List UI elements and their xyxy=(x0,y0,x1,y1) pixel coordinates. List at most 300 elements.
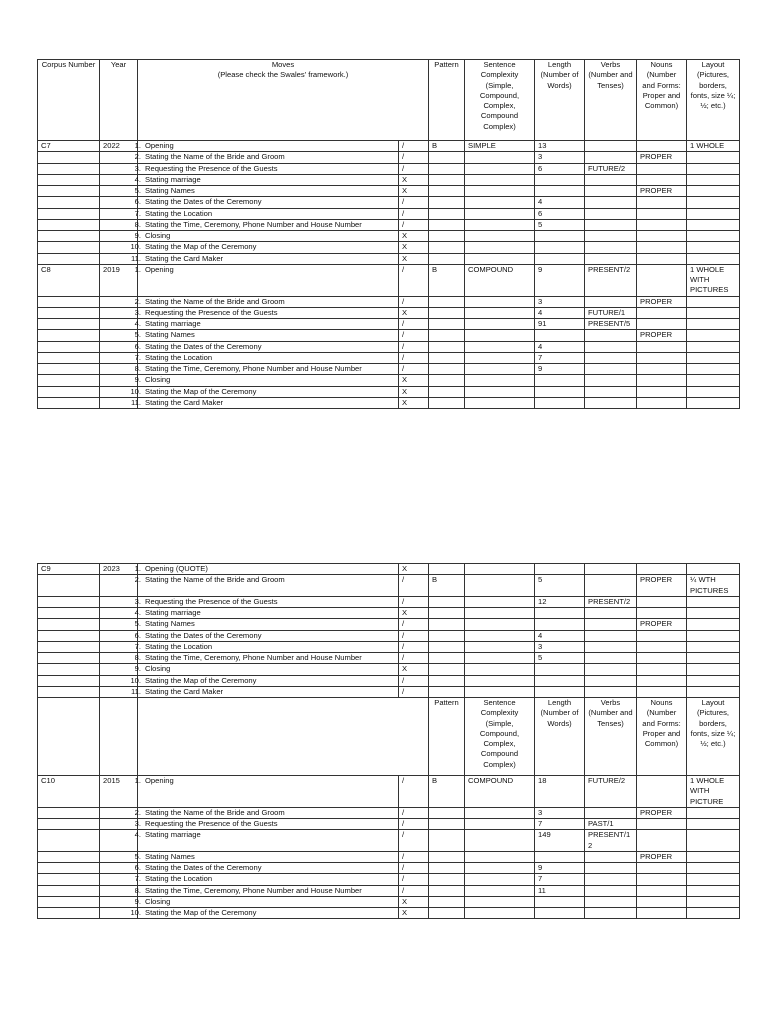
corpus-number-cell xyxy=(38,375,100,386)
year-cell: 2019 xyxy=(100,264,138,296)
table-row xyxy=(38,208,740,219)
move-label: Stating the Name of the Bride and Groom xyxy=(145,296,285,306)
table-row xyxy=(38,352,740,363)
layout-cell: ¼ WTH PICTURES xyxy=(687,575,740,597)
length-cell xyxy=(535,330,585,341)
pattern-cell xyxy=(429,197,465,208)
verbs-cell xyxy=(585,386,637,397)
move-number: 11. xyxy=(131,686,141,696)
verbs-cell: PRESENT/2 xyxy=(585,596,637,607)
nouns-cell xyxy=(637,352,687,363)
move-label: Requesting the Presence of the Guests xyxy=(145,596,278,606)
corpus-number-cell xyxy=(38,186,100,197)
length-cell xyxy=(535,851,585,862)
table-row xyxy=(38,874,740,885)
complexity-cell xyxy=(465,386,535,397)
nouns-cell xyxy=(637,596,687,607)
move-number: 5. xyxy=(134,186,141,195)
move-number: 10. xyxy=(130,675,141,685)
move-number: 9. xyxy=(134,231,141,240)
move-cell xyxy=(134,174,399,185)
corpus-number-cell xyxy=(38,630,100,641)
move-cell xyxy=(134,352,399,363)
move-cell xyxy=(134,807,399,818)
complexity-cell xyxy=(465,208,535,219)
move-label: Stating the Map of the Ceremony xyxy=(145,675,257,685)
move-label: Stating the Map of the Ceremony xyxy=(145,242,257,252)
check-mark-cell: / xyxy=(399,686,429,697)
nouns-cell xyxy=(637,686,687,697)
pattern-cell xyxy=(429,874,465,885)
layout-cell: 1 WHOLE WITH PICTURE xyxy=(687,776,740,808)
header-length: Length (Number of Words) xyxy=(535,698,585,776)
header-verbs: Verbs (Number and Tenses) xyxy=(585,698,637,776)
verbs-cell xyxy=(585,219,637,230)
pattern-cell: B xyxy=(429,575,465,597)
length-cell xyxy=(535,564,585,575)
pattern-cell: B xyxy=(429,264,465,296)
move-label: Opening (QUOTE) xyxy=(145,564,208,573)
corpus-number-cell xyxy=(38,641,100,652)
check-mark-cell: X xyxy=(399,253,429,264)
verbs-cell: PRESENT/2 xyxy=(585,264,637,296)
move-label: Closing xyxy=(145,375,171,385)
table-row xyxy=(38,675,740,686)
year-cell: 2015 xyxy=(100,776,138,808)
complexity-cell xyxy=(465,675,535,686)
move-label: Requesting the Presence of the Guests xyxy=(145,307,278,317)
move-cell xyxy=(134,596,399,607)
check-mark-cell: / xyxy=(399,208,429,219)
move-cell xyxy=(130,242,399,253)
layout-cell xyxy=(687,341,740,352)
layout-cell xyxy=(687,319,740,330)
corpus-number-cell xyxy=(38,397,100,408)
check-mark-cell: X xyxy=(399,896,429,907)
pattern-cell xyxy=(429,851,465,862)
pattern-cell xyxy=(429,231,465,242)
move-number: 2. xyxy=(134,296,141,306)
layout-cell xyxy=(687,819,740,830)
pattern-cell xyxy=(429,641,465,652)
complexity-cell xyxy=(465,242,535,253)
complexity-cell xyxy=(465,375,535,386)
complexity-cell xyxy=(465,575,535,597)
layout-cell xyxy=(687,807,740,818)
complexity-cell xyxy=(465,885,535,896)
header-corpus-blank xyxy=(38,698,100,776)
move-cell xyxy=(134,874,399,885)
complexity-cell xyxy=(465,619,535,630)
check-mark-cell: / xyxy=(399,341,429,352)
complexity-cell xyxy=(465,664,535,675)
check-mark-cell: / xyxy=(399,152,429,163)
layout-cell xyxy=(687,242,740,253)
check-mark-cell: X xyxy=(399,397,429,408)
move-number: 3. xyxy=(134,596,141,606)
corpus-number-cell xyxy=(38,163,100,174)
move-cell xyxy=(134,564,399,575)
complexity-cell xyxy=(465,686,535,697)
length-cell xyxy=(535,908,585,919)
length-cell: 13 xyxy=(535,141,585,152)
corpus-number-cell xyxy=(38,874,100,885)
length-cell: 3 xyxy=(535,296,585,307)
layout-cell xyxy=(687,352,740,363)
verbs-cell xyxy=(585,364,637,375)
move-cell xyxy=(134,307,399,318)
layout-cell xyxy=(687,564,740,575)
nouns-cell: PROPER xyxy=(637,807,687,818)
check-mark-cell: / xyxy=(399,219,429,230)
verbs-cell: PAST/1 xyxy=(585,819,637,830)
nouns-cell xyxy=(637,653,687,664)
complexity-cell xyxy=(465,896,535,907)
layout-cell xyxy=(687,830,740,852)
move-label: Stating the Map of the Ceremony xyxy=(145,908,257,917)
move-label: Stating the Time, Ceremony, Phone Number and House Number xyxy=(145,653,362,662)
length-cell xyxy=(535,619,585,630)
pattern-cell xyxy=(429,885,465,896)
move-label: Requesting the Presence of the Guests xyxy=(145,163,278,173)
verbs-cell xyxy=(585,608,637,619)
header-year: Year xyxy=(100,60,138,141)
nouns-cell xyxy=(637,641,687,652)
verbs-cell xyxy=(585,141,637,152)
move-number: 4. xyxy=(134,830,141,840)
move-label: Stating Names xyxy=(145,619,195,629)
corpus-number-cell xyxy=(38,208,100,219)
corpus-number-cell xyxy=(38,653,100,664)
verbs-cell xyxy=(585,619,637,630)
length-cell: 9 xyxy=(535,863,585,874)
layout-cell xyxy=(687,596,740,607)
check-mark-cell: X xyxy=(399,564,429,575)
move-number: 4. xyxy=(134,174,141,184)
layout-cell xyxy=(687,208,740,219)
nouns-cell xyxy=(637,675,687,686)
complexity-cell xyxy=(465,564,535,575)
check-mark-cell: X xyxy=(399,375,429,386)
move-cell xyxy=(134,231,399,242)
layout-cell xyxy=(687,197,740,208)
verbs-cell xyxy=(585,885,637,896)
move-number: 3. xyxy=(134,819,141,828)
length-cell: 3 xyxy=(535,641,585,652)
move-number: 5. xyxy=(134,619,141,629)
year-cell: 2023 xyxy=(100,564,138,575)
check-mark-cell: / xyxy=(399,319,429,330)
move-cell xyxy=(134,141,399,152)
complexity-cell xyxy=(465,186,535,197)
length-cell xyxy=(535,375,585,386)
nouns-cell xyxy=(637,830,687,852)
verbs-cell xyxy=(585,874,637,885)
pattern-cell xyxy=(429,630,465,641)
move-cell xyxy=(134,186,399,197)
verbs-cell xyxy=(585,653,637,664)
table-row xyxy=(38,686,740,697)
move-label: Stating the Name of the Bride and Groom xyxy=(145,152,285,162)
check-mark-cell: / xyxy=(399,596,429,607)
length-cell xyxy=(535,253,585,264)
layout-cell xyxy=(687,908,740,919)
move-label: Stating marriage xyxy=(145,319,201,328)
check-mark-cell: / xyxy=(399,776,429,808)
length-cell xyxy=(535,664,585,675)
verbs-cell xyxy=(585,253,637,264)
table-row xyxy=(38,186,740,197)
verbs-cell xyxy=(585,675,637,686)
nouns-cell xyxy=(637,231,687,242)
complexity-cell xyxy=(465,341,535,352)
move-cell xyxy=(134,630,399,641)
pattern-cell xyxy=(429,152,465,163)
layout-cell xyxy=(687,851,740,862)
header-length: Length (Number of Words) xyxy=(535,60,585,141)
pattern-cell xyxy=(429,830,465,852)
corpus-number-cell xyxy=(38,341,100,352)
move-number: 2. xyxy=(134,575,141,585)
move-label: Stating the Card Maker xyxy=(145,397,224,407)
move-cell xyxy=(130,908,399,919)
check-mark-cell: X xyxy=(399,608,429,619)
header-moves-subtitle: (Please check the Swales' framework.) xyxy=(217,70,349,80)
check-mark-cell: / xyxy=(399,641,429,652)
check-mark-cell: / xyxy=(399,264,429,296)
move-label: Stating Names xyxy=(145,851,195,861)
corpus-table-2 xyxy=(37,563,740,919)
layout-cell xyxy=(687,608,740,619)
pattern-cell xyxy=(429,341,465,352)
check-mark-cell: / xyxy=(399,830,429,852)
nouns-cell: PROPER xyxy=(637,152,687,163)
corpus-number-cell xyxy=(38,851,100,862)
move-number: 9. xyxy=(134,896,141,906)
length-cell: 6 xyxy=(535,163,585,174)
check-mark-cell: / xyxy=(399,675,429,686)
table-row xyxy=(38,319,740,330)
pattern-cell xyxy=(429,330,465,341)
table-row xyxy=(38,596,740,607)
corpus-number-cell: C8 xyxy=(38,264,100,296)
table-row xyxy=(38,908,740,919)
verbs-cell xyxy=(585,330,637,341)
layout-cell xyxy=(687,330,740,341)
complexity-cell xyxy=(465,152,535,163)
nouns-cell xyxy=(637,776,687,808)
table-row xyxy=(38,885,740,896)
move-cell xyxy=(134,208,399,219)
pattern-cell xyxy=(429,608,465,619)
table-row xyxy=(38,296,740,307)
length-cell: 3 xyxy=(535,807,585,818)
nouns-cell xyxy=(637,397,687,408)
move-cell xyxy=(134,197,399,208)
check-mark-cell: X xyxy=(399,307,429,318)
check-mark-cell: / xyxy=(399,163,429,174)
move-label: Stating the Dates of the Ceremony xyxy=(145,197,262,207)
table-row xyxy=(38,231,740,242)
nouns-cell xyxy=(637,863,687,874)
corpus-number-cell xyxy=(38,896,100,907)
table-row xyxy=(38,807,740,818)
table-row xyxy=(38,653,740,664)
length-cell xyxy=(535,231,585,242)
table-row xyxy=(38,141,740,152)
move-cell xyxy=(131,686,399,697)
move-cell xyxy=(131,253,399,264)
pattern-cell xyxy=(429,364,465,375)
move-cell xyxy=(134,296,399,307)
move-number: 8. xyxy=(134,364,141,373)
pattern-cell xyxy=(429,296,465,307)
header-pattern: Pattern xyxy=(429,698,465,776)
table-row xyxy=(38,163,740,174)
table-row xyxy=(38,197,740,208)
check-mark-cell: / xyxy=(399,851,429,862)
check-mark-cell: / xyxy=(399,807,429,818)
move-number: 8. xyxy=(134,219,141,229)
length-cell: 4 xyxy=(535,341,585,352)
move-cell xyxy=(134,619,399,630)
verbs-cell xyxy=(585,686,637,697)
nouns-cell xyxy=(637,608,687,619)
nouns-cell xyxy=(637,630,687,641)
corpus-number-cell xyxy=(38,152,100,163)
table-row xyxy=(38,264,740,296)
check-mark-cell: / xyxy=(399,352,429,363)
complexity-cell xyxy=(465,819,535,830)
table-row xyxy=(38,152,740,163)
complexity-cell xyxy=(465,296,535,307)
table-row xyxy=(38,564,740,575)
move-number: 6. xyxy=(134,341,141,351)
verbs-cell xyxy=(585,174,637,185)
move-number: 6. xyxy=(134,630,141,640)
complexity-cell: SIMPLE xyxy=(465,141,535,152)
verbs-cell xyxy=(585,908,637,919)
layout-cell xyxy=(687,296,740,307)
move-number: 8. xyxy=(134,653,141,662)
complexity-cell xyxy=(465,641,535,652)
move-label: Stating the Dates of the Ceremony xyxy=(145,630,262,640)
nouns-cell: PROPER xyxy=(637,296,687,307)
move-label: Closing xyxy=(145,664,171,674)
move-number: 7. xyxy=(134,208,141,218)
pattern-cell xyxy=(429,253,465,264)
layout-cell xyxy=(687,364,740,375)
length-cell: 7 xyxy=(535,819,585,830)
layout-cell xyxy=(687,253,740,264)
check-mark-cell: / xyxy=(399,619,429,630)
verbs-cell xyxy=(585,152,637,163)
move-cell xyxy=(134,776,399,808)
corpus-number-cell xyxy=(38,330,100,341)
nouns-cell: PROPER xyxy=(637,619,687,630)
complexity-cell xyxy=(465,219,535,230)
check-mark-cell: / xyxy=(399,653,429,664)
move-label: Stating the Card Maker xyxy=(145,686,224,696)
move-number: 9. xyxy=(134,375,141,385)
pattern-cell: B xyxy=(429,776,465,808)
layout-cell xyxy=(687,219,740,230)
pattern-cell xyxy=(429,163,465,174)
move-number: 4. xyxy=(134,608,141,617)
corpus-number-cell xyxy=(38,664,100,675)
layout-cell xyxy=(687,186,740,197)
complexity-cell xyxy=(465,319,535,330)
verbs-cell xyxy=(585,630,637,641)
layout-cell xyxy=(687,619,740,630)
corpus-number-cell xyxy=(38,386,100,397)
header-corpus: Corpus Number xyxy=(38,60,100,141)
header-complexity: Sentence Complexity (Simple, Compound, Complex, Compound Complex) xyxy=(465,698,535,776)
corpus-number-cell xyxy=(38,830,100,852)
table-row xyxy=(38,386,740,397)
nouns-cell xyxy=(637,163,687,174)
nouns-cell xyxy=(637,375,687,386)
header-nouns: Nouns (Number and Forms: Proper and Common) xyxy=(637,60,687,141)
move-label: Stating the Name of the Bride and Groom xyxy=(145,575,285,585)
verbs-cell xyxy=(585,564,637,575)
check-mark-cell: / xyxy=(399,874,429,885)
complexity-cell xyxy=(465,874,535,885)
verbs-cell: FUTURE/1 xyxy=(585,307,637,318)
move-label: Stating Names xyxy=(145,186,195,195)
move-cell xyxy=(134,219,399,230)
table-row xyxy=(38,174,740,185)
corpus-number-cell xyxy=(38,352,100,363)
corpus-number-cell xyxy=(38,319,100,330)
length-cell: 9 xyxy=(535,364,585,375)
corpus-number-cell xyxy=(38,619,100,630)
corpus-number-cell: C7 xyxy=(38,141,100,152)
complexity-cell xyxy=(465,908,535,919)
move-cell xyxy=(134,896,399,907)
length-cell xyxy=(535,174,585,185)
corpus-number-cell xyxy=(38,596,100,607)
pattern-cell xyxy=(429,208,465,219)
table-row xyxy=(38,575,740,597)
move-label: Stating the Name of the Bride and Groom xyxy=(145,807,285,817)
length-cell xyxy=(535,675,585,686)
move-number: 11. xyxy=(131,253,141,263)
pattern-cell xyxy=(429,352,465,363)
pattern-cell xyxy=(429,319,465,330)
move-label: Stating the Time, Ceremony, Phone Number and House Number xyxy=(145,219,362,229)
move-label: Stating the Time, Ceremony, Phone Number and House Number xyxy=(145,364,362,373)
length-cell: 149 xyxy=(535,830,585,852)
header-nouns: Nouns (Number and Forms: Proper and Common) xyxy=(637,698,687,776)
layout-cell: 1 WHOLE xyxy=(687,141,740,152)
complexity-cell: COMPOUND xyxy=(465,264,535,296)
move-number: 3. xyxy=(134,163,141,173)
move-label: Stating the Dates of the Ceremony xyxy=(145,863,262,872)
move-cell xyxy=(134,330,399,341)
move-number: 7. xyxy=(134,874,141,884)
verbs-cell xyxy=(585,641,637,652)
nouns-cell xyxy=(637,819,687,830)
pattern-cell xyxy=(429,686,465,697)
move-label: Closing xyxy=(145,896,171,906)
move-label: Stating the Card Maker xyxy=(145,253,224,263)
table-row xyxy=(38,819,740,830)
header-verbs: Verbs (Number and Tenses) xyxy=(585,60,637,141)
move-number: 7. xyxy=(134,352,141,362)
move-label: Stating marriage xyxy=(145,174,201,184)
verbs-cell: PRESENT/12 xyxy=(585,830,637,852)
